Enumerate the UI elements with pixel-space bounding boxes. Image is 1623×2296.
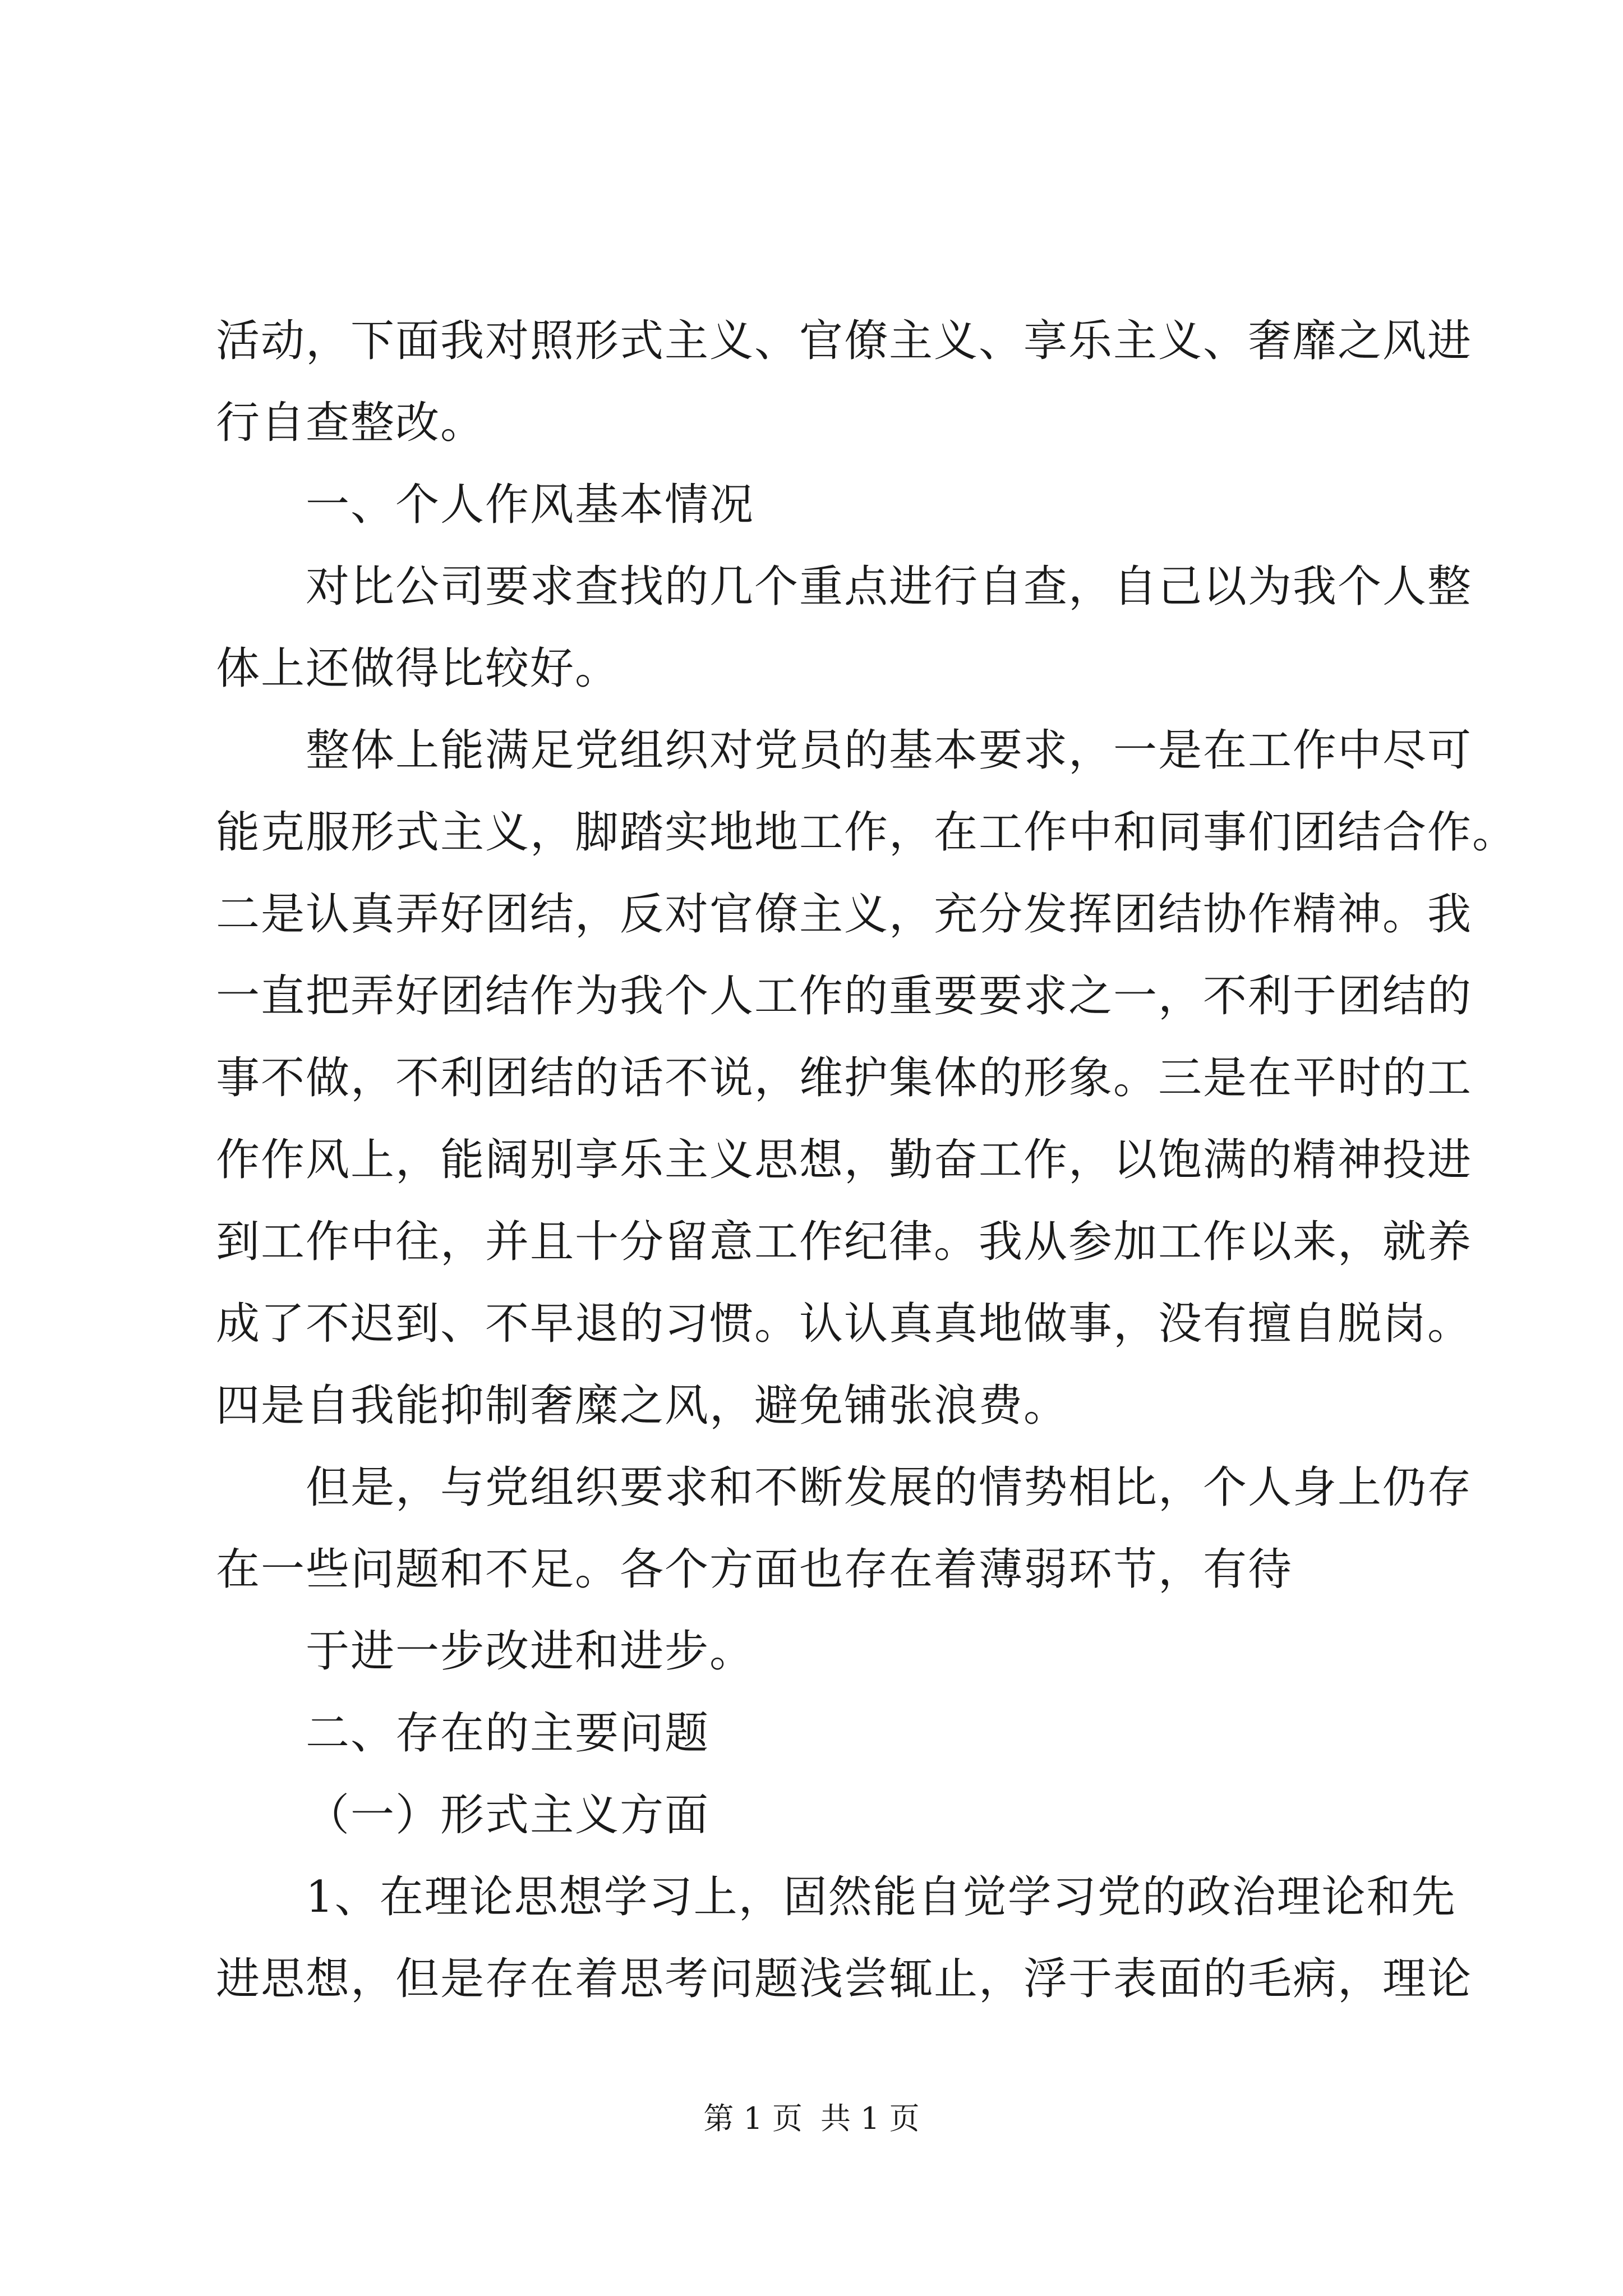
- text-line: 能克服形式主义，脚踏实地地工作，在工作中和同事们团结合作。: [216, 807, 1518, 858]
- text-line: 四是自我能抑制奢糜之风，避免铺张浪费。: [216, 1381, 1069, 1431]
- text-line: 行自查整改。: [216, 398, 486, 448]
- text-line: 于进一步改进和进步。: [306, 1626, 755, 1677]
- text-line: 体上还做得比较好。: [216, 643, 620, 694]
- text-line: 整体上能满足党组织对党员的基本要求，一是在工作中尽可: [306, 725, 1473, 776]
- document-body: [216, 300, 1518, 2020]
- page-total: 共 1 页: [820, 2101, 920, 2136]
- section-heading: 一、个人作风基本情况: [306, 480, 755, 530]
- section-heading: 二、存在的主要问题: [306, 1708, 710, 1759]
- text-line: 对比公司要求查找的几个重点进行自查，自己以为我个人整: [306, 562, 1473, 612]
- text-line: 但是，与党组织要求和不断发展的情势相比，个人身上仍存: [306, 1462, 1473, 1513]
- text-line: 成了不迟到、不早退的习惯。认认真真地做事，没有擅自脱岗。: [216, 1299, 1473, 1349]
- text-line: 到工作中往，并且十分留意工作纪律。我从参加工作以来，就养: [216, 1217, 1473, 1267]
- subsection-heading: （一）形式主义方面: [306, 1790, 710, 1841]
- text-line: 活动，下面我对照形式主义、官僚主义、享乐主义、奢靡之风进: [216, 316, 1473, 366]
- text-line: 进思想，但是存在着思考问题浅尝辄止，浮于表面的毛病，理论: [216, 1954, 1473, 2004]
- text-line: 一直把弄好团结作为我个人工作的重要要求之一，不利于团结的: [216, 971, 1473, 1022]
- text-line: 事不做，不利团结的话不说，维护集体的形象。三是在平时的工: [216, 1053, 1473, 1103]
- text-line: 1、在理论思想学习上，固然能自觉学习党的政治理论和先: [306, 1872, 1456, 1922]
- text-line: 二是认真弄好团结，反对官僚主义，充分发挥团结协作精神。我: [216, 889, 1473, 940]
- page-number: 第 1 页: [703, 2101, 803, 2136]
- text-line: 在一些问题和不足。各个方面也存在着薄弱环节，有待: [216, 1544, 1293, 1595]
- text-line: 作作风上，能阔别享乐主义思想，勤奋工作，以饱满的精神投进: [216, 1135, 1473, 1185]
- page-footer: [0, 2099, 1623, 2138]
